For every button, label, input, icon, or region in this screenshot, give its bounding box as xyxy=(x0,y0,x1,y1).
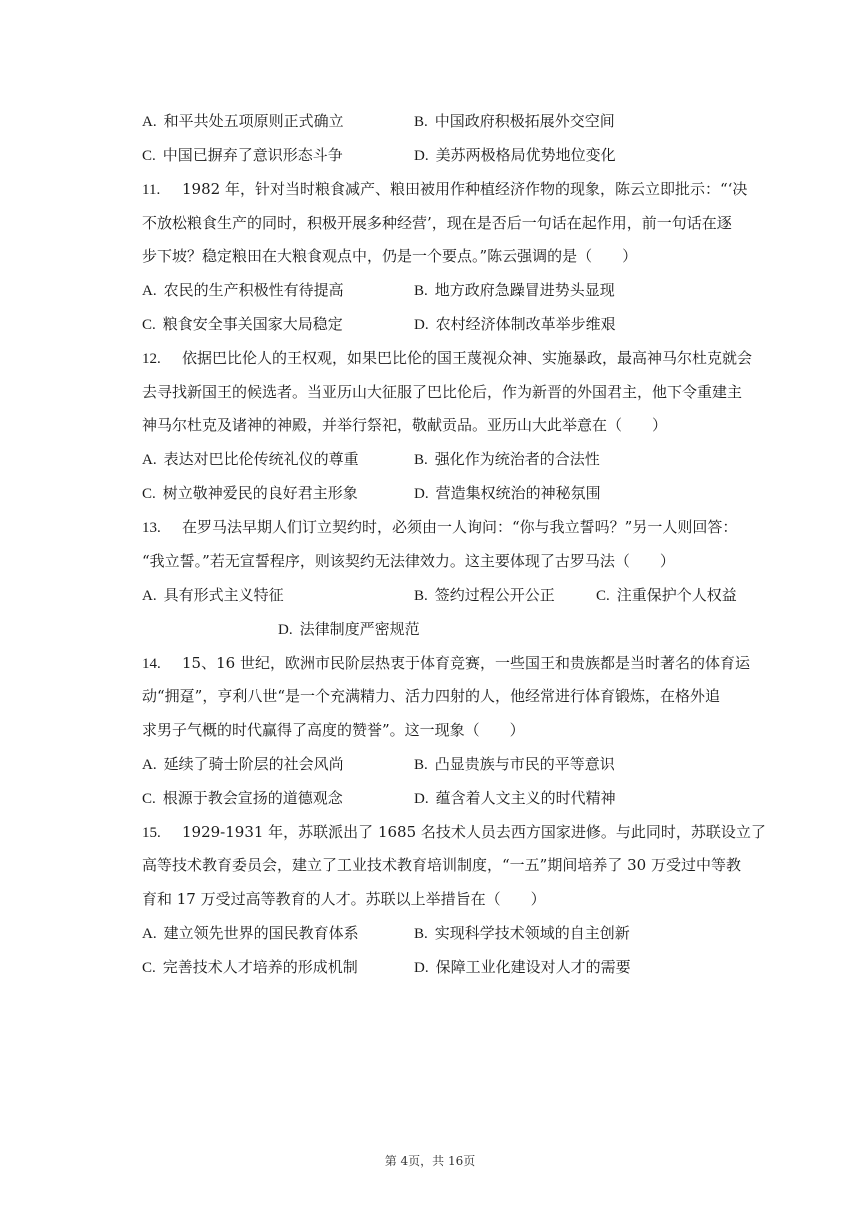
q13-stem-line-2: “我立誓。”若无宣誓程序，则该契约无法律效力。这主要体现了古罗马法（ ） xyxy=(142,552,675,570)
q11-option-d: D. 农村经济体制改革举步维艰 xyxy=(414,315,616,333)
q13-stem-line-1: 13. 在罗马法早期人们订立契约时，必须由一人询问：“你与我立誓吗？”另一人则回答： xyxy=(142,518,738,536)
q13-option-b: B. 签约过程公开公正 xyxy=(414,586,555,604)
q14-option-a: A. 延续了骑士阶层的社会风尚 xyxy=(142,755,344,773)
q15-option-d: D. 保障工业化建设对人才的需要 xyxy=(414,958,631,976)
q15-option-a: A. 建立领先世界的国民教育体系 xyxy=(142,924,359,942)
q13-option-a: A. 具有形式主义特征 xyxy=(142,586,284,604)
q11-option-a: A. 农民的生产积极性有待提高 xyxy=(142,281,344,299)
q11-option-b: B. 地方政府急躁冒进势头显现 xyxy=(414,281,615,299)
q12-stem-line-3: 神马尔杜克及诸神的神殿，并举行祭祀，敬献贡品。亚历山大此举意在（ ） xyxy=(142,416,668,434)
q12-option-c: C. 树立敬神爱民的良好君主形象 xyxy=(142,484,358,502)
q12-option-d: D. 营造集权统治的神秘氛围 xyxy=(414,484,601,502)
q15-option-c: C. 完善技术人才培养的形成机制 xyxy=(142,958,358,976)
q10-option-b: B. 中国政府积极拓展外交空间 xyxy=(414,112,615,130)
q12-option-b: B. 强化作为统治者的合法性 xyxy=(414,450,600,468)
q14-option-d: D. 蕴含着人文主义的时代精神 xyxy=(414,789,616,807)
q10-option-a: A. 和平共处五项原则正式确立 xyxy=(142,112,344,130)
q10-option-c: C. 中国已摒弃了意识形态斗争 xyxy=(142,146,343,164)
q14-option-c: C. 根源于教会宣扬的道德观念 xyxy=(142,789,343,807)
q13-option-c: C. 注重保护个人权益 xyxy=(596,586,737,604)
q11-stem-line-2: 不放松粮食生产的同时，积极开展多种经营’，现在是否后一句话在起作用，前一句话在逐 xyxy=(142,214,732,232)
q15-stem-line-3: 育和 17 万受过高等教育的人才。苏联以上举措旨在（ ） xyxy=(142,890,546,908)
q14-stem-line-3: 求男子气概的时代赢得了高度的赞誉”。这一现象（ ） xyxy=(142,721,525,739)
q12-stem-line-2: 去寻找新国王的候选者。当亚历山大征服了巴比伦后，作为新晋的外国君主，他下令重建主 xyxy=(142,383,743,401)
q13-option-d: D. 法律制度严密规范 xyxy=(278,620,420,638)
page-footer: 第 4页，共 16页 xyxy=(384,1154,476,1168)
q15-option-b: B. 实现科学技术领域的自主创新 xyxy=(414,924,630,942)
q11-stem-line-1: 11. 1982 年，针对当时粮食减产、粮田被用作种植经济作物的现象，陈云立即批示：“‘决 xyxy=(142,180,748,198)
q15-stem-line-2: 高等技术教育委员会，建立了工业技术教育培训制度，“一五”期间培养了 30 万受过中等教 xyxy=(142,856,741,874)
q11-stem-line-3: 步下坡？稳定粮田在大粮食观点中，仍是一个要点。”陈云强调的是（ ） xyxy=(142,247,638,265)
q14-option-b: B. 凸显贵族与市民的平等意识 xyxy=(414,755,615,773)
q10-option-d: D. 美苏两极格局优势地位变化 xyxy=(414,146,616,164)
q11-option-c: C. 粮食安全事关国家大局稳定 xyxy=(142,315,343,333)
q14-stem-line-1: 14. 15、16 世纪，欧洲市民阶层热衷于体育竞赛，一些国王和贵族都是当时著名的体育运 xyxy=(142,654,750,672)
q12-option-a: A. 表达对巴比伦传统礼仪的尊重 xyxy=(142,450,359,468)
q14-stem-line-2: 动“拥趸”，亨利八世“是一个充满精力、活力四射的人，他经常进行体育锻炼，在格外追 xyxy=(142,687,721,705)
q12-stem-line-1: 12. 依据巴比伦人的王权观，如果巴比伦的国王蔑视众神、实施暴政，最高神马尔杜克就会 xyxy=(142,349,753,367)
q15-stem-line-1: 15. 1929-1931 年，苏联派出了 1685 名技术人员去西方国家进修。与此同时，苏联设立了 xyxy=(142,823,766,841)
